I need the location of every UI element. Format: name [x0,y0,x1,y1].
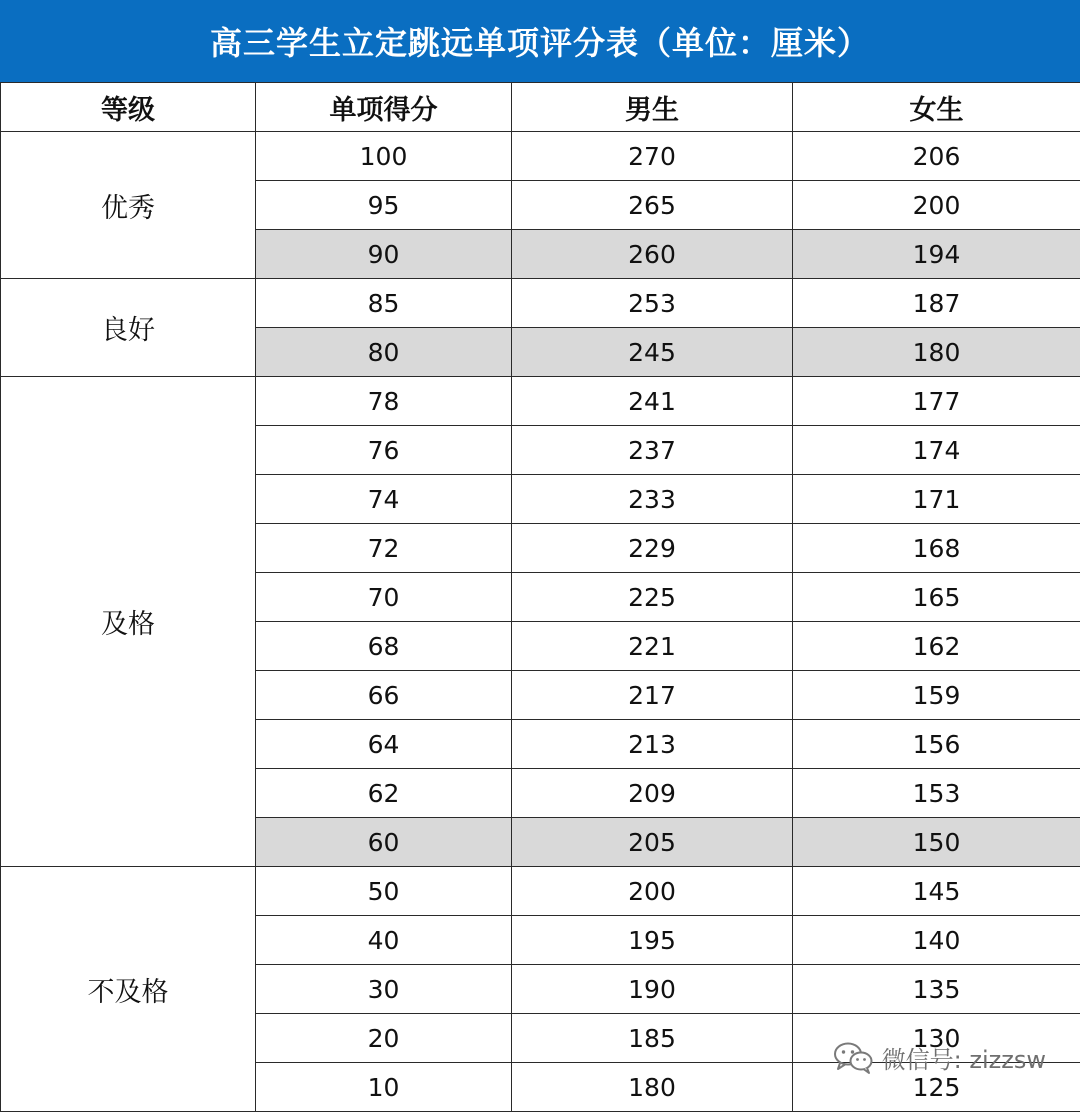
table-row [1,279,1080,328]
score-cell: 20 [256,1014,512,1063]
grade-cell: 及格 [1,377,256,867]
score-cell: 85 [256,279,512,328]
female-cell: 180 [793,328,1080,377]
female-cell: 171 [793,475,1080,524]
female-cell: 125 [793,1063,1080,1112]
female-cell: 206 [793,132,1080,181]
score-cell: 62 [256,769,512,818]
female-cell: 156 [793,720,1080,769]
score-cell: 10 [256,1063,512,1112]
female-cell: 153 [793,769,1080,818]
score-table [0,82,1080,1112]
male-cell: 245 [512,328,793,377]
grade-cell: 良好 [1,279,256,377]
male-cell: 190 [512,965,793,1014]
male-cell: 233 [512,475,793,524]
female-cell: 162 [793,622,1080,671]
male-cell: 180 [512,1063,793,1112]
male-cell: 213 [512,720,793,769]
female-cell: 150 [793,818,1080,867]
table-row [1,867,1080,916]
score-cell: 68 [256,622,512,671]
score-cell: 72 [256,524,512,573]
female-cell: 145 [793,867,1080,916]
male-cell: 241 [512,377,793,426]
female-cell: 165 [793,573,1080,622]
header-male: 男生 [512,83,793,132]
male-cell: 270 [512,132,793,181]
grade-cell: 不及格 [1,867,256,1112]
male-cell: 200 [512,867,793,916]
male-cell: 225 [512,573,793,622]
table-row [1,132,1080,181]
male-cell: 260 [512,230,793,279]
male-cell: 221 [512,622,793,671]
score-cell: 66 [256,671,512,720]
table-row [1,377,1080,426]
female-cell: 177 [793,377,1080,426]
female-cell: 159 [793,671,1080,720]
table-title: 高三学生立定跳远单项评分表（单位：厘米） [0,0,1080,82]
wechat-icon [832,1041,874,1075]
score-cell: 78 [256,377,512,426]
header-grade: 等级 [1,83,256,132]
male-cell: 185 [512,1014,793,1063]
watermark-text: 微信号: zizzsw [882,1040,1046,1075]
female-cell: 194 [793,230,1080,279]
table-body [1,132,1080,1112]
score-cell: 70 [256,573,512,622]
watermark [832,1040,1046,1075]
score-cell: 100 [256,132,512,181]
score-cell: 64 [256,720,512,769]
female-cell: 168 [793,524,1080,573]
header-female: 女生 [793,83,1080,132]
score-cell: 40 [256,916,512,965]
header-row [1,83,1080,132]
score-cell: 50 [256,867,512,916]
score-cell: 95 [256,181,512,230]
male-cell: 253 [512,279,793,328]
male-cell: 195 [512,916,793,965]
grade-cell: 优秀 [1,132,256,279]
score-cell: 30 [256,965,512,1014]
female-cell: 200 [793,181,1080,230]
male-cell: 205 [512,818,793,867]
female-cell: 140 [793,916,1080,965]
female-cell: 187 [793,279,1080,328]
male-cell: 237 [512,426,793,475]
score-cell: 76 [256,426,512,475]
male-cell: 209 [512,769,793,818]
male-cell: 265 [512,181,793,230]
score-cell: 60 [256,818,512,867]
female-cell: 130 [793,1014,1080,1063]
score-cell: 80 [256,328,512,377]
score-cell: 74 [256,475,512,524]
female-cell: 135 [793,965,1080,1014]
male-cell: 229 [512,524,793,573]
male-cell: 217 [512,671,793,720]
score-cell: 90 [256,230,512,279]
header-score: 单项得分 [256,83,512,132]
female-cell: 174 [793,426,1080,475]
